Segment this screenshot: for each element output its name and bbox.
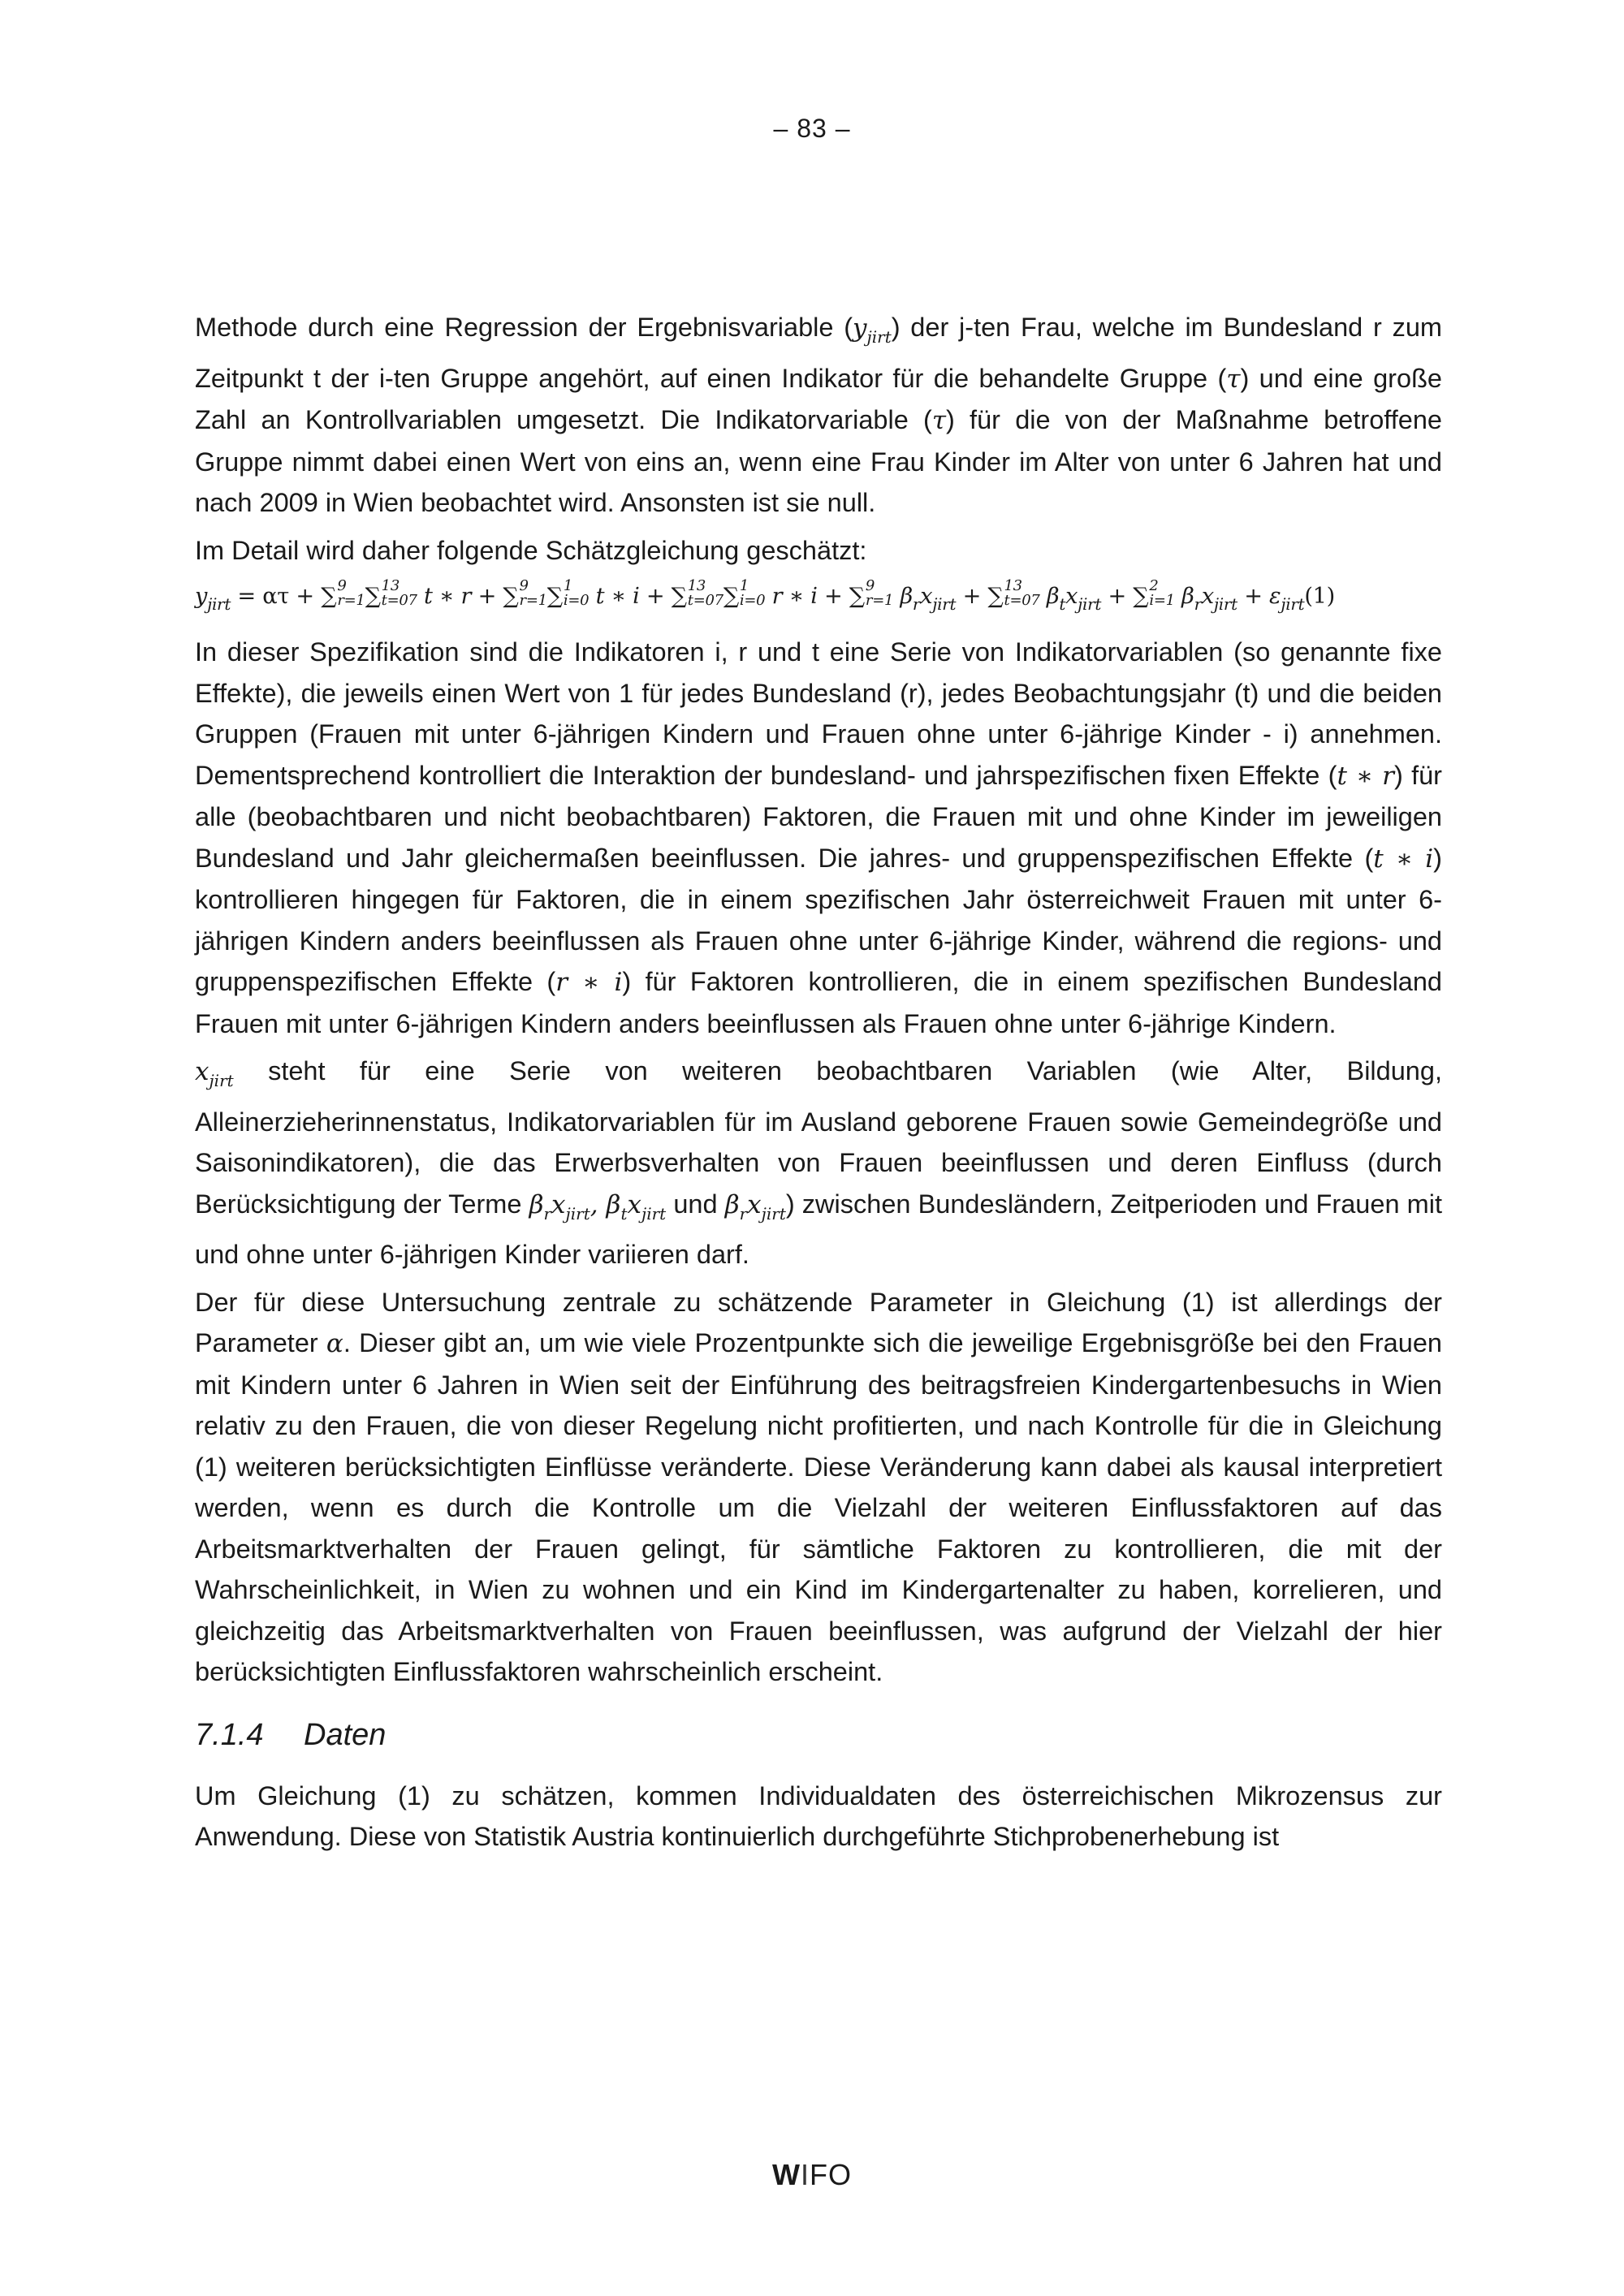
math-subscript: jirt	[209, 1071, 234, 1090]
body-text	[195, 307, 1442, 1864]
text-run: ) der j-ten Frau, welche im Bundesland r zum Zeitpunkt t der i-ten Gruppe angehört, auf einen Indikator für die behandelte Gruppe (	[195, 313, 1442, 393]
text-run: steht für eine Serie von weiteren beobachtbaren Variablen (wie Alter, Bildung, Alleinerzieherinnenstatus, Indikatorvariablen für im Ausland geborene Frauen sowie Gemeindegröße und Saisonindikatoren), die das Erwerbsverhalten von Frauen beeinflussen und deren Einfluss (durch Berücksichtigung der Terme	[195, 1056, 1442, 1219]
math-term	[724, 1189, 786, 1224]
math-subscript: r	[739, 1203, 748, 1224]
math-tau: τ	[931, 406, 946, 435]
sum-symbol: ∑	[503, 584, 519, 609]
text-run: ) kontrollieren hingegen für Faktoren, die in einem spezifischen Jahr österreichweit Frauen mit unter 6-jährigen Kindern anders beeinflussen als Frauen ohne unter 6-jährige Kinder, während die regions- und gruppenspezifischen Effekte (	[195, 843, 1442, 996]
estimation-equation	[195, 574, 1442, 627]
eq-term: r ∗ i +	[765, 584, 849, 609]
eq-x: x	[920, 584, 933, 609]
eq-plus: +	[1237, 584, 1270, 609]
sum-limits	[520, 579, 547, 608]
math-var: x	[627, 1189, 641, 1219]
wifo-logo	[0, 2158, 1624, 2192]
text-run: ) für Faktoren kontrollieren, die in einem spezifischen Bundesland Frauen mit unter 6-jährigen Kindern anders beeinflussen als Frauen ohne unter 6-jährige Kindern.	[195, 967, 1443, 1038]
sum-symbol: ∑	[321, 584, 337, 609]
logo-bar: I	[800, 2158, 810, 2191]
math-var: β	[606, 1189, 621, 1219]
eq-subscript: jirt	[1281, 594, 1305, 614]
sum-lower: t=07	[381, 592, 417, 609]
eq-subscript: r	[912, 594, 921, 614]
sum-upper: 2	[1149, 577, 1159, 594]
math-var: y	[853, 313, 867, 343]
sum-lower: i=1	[1149, 592, 1175, 609]
math-var: β	[724, 1189, 740, 1219]
math-subscript: jirt	[565, 1203, 590, 1224]
text-run: ) für alle (beobachtbaren und nicht beobachtbaren) Faktoren, die Frauen mit und ohne Kinder im jeweiligen Bundesland und Jahr gleichermaßen beeinflussen. Die jahres- und gruppenspezifischen Effekte (	[195, 760, 1442, 873]
sum-lower: t=07	[1004, 592, 1040, 609]
sum-upper: 9	[519, 577, 529, 594]
sum-lower: i=0	[563, 592, 590, 609]
sum-upper: 13	[687, 577, 706, 594]
sum-upper: 1	[563, 577, 573, 594]
math-inline: t ∗ r	[1337, 761, 1394, 791]
math-inline: t ∗ i	[1373, 844, 1434, 874]
sum-limits	[1004, 579, 1040, 608]
sum-limits	[740, 579, 765, 608]
section-number: 7.1.4	[195, 1717, 264, 1752]
sum-lower: r=1	[865, 592, 894, 609]
sum-upper: 1	[739, 577, 749, 594]
text-run: ) zwischen Bundesländern, Zeitperioden und Frauen mit und ohne unter 6-jährigen Kinder variieren darf.	[195, 1189, 1442, 1269]
math-alpha: α	[326, 1329, 343, 1358]
paragraph-method	[195, 307, 1442, 524]
math-tau: τ	[1226, 364, 1241, 394]
math-subscript: jirt	[641, 1203, 667, 1224]
eq-subscript: t	[1059, 594, 1066, 614]
eq-subscript: jirt	[207, 594, 231, 614]
eq-beta: β	[1174, 584, 1194, 609]
sum-limits	[1149, 579, 1174, 608]
sum-symbol: ∑	[849, 584, 865, 609]
text-run: ) und eine große Zahl an Kontrollvariablen umgesetzt. Die Indikatorvariable (	[195, 363, 1443, 434]
sum-symbol: ∑	[546, 584, 563, 609]
eq-plus: +	[956, 584, 988, 609]
sum-upper: 9	[337, 577, 347, 594]
paragraph-intro-equation: Im Detail wird daher folgende Schätzgleichung geschätzt:	[195, 535, 867, 565]
eq-plus: +	[1101, 584, 1134, 609]
eq-term: t ∗ r +	[417, 584, 503, 609]
sum-lower: i=0	[739, 592, 766, 609]
sum-upper: 13	[381, 577, 400, 594]
math-var: β	[529, 1189, 544, 1219]
sum-lower: t=07	[687, 592, 723, 609]
eq-term: = ατ +	[231, 584, 322, 609]
eq-epsilon: ε	[1269, 584, 1281, 609]
math-var: x	[551, 1189, 566, 1219]
eq-term: t ∗ i +	[589, 584, 672, 609]
page-number: – 83 –	[773, 114, 851, 143]
sum-symbol: ∑	[671, 584, 687, 609]
sum-upper: 9	[865, 577, 875, 594]
sum-limits	[688, 579, 723, 608]
paragraph-specification	[195, 632, 1442, 1044]
sum-limits	[564, 579, 589, 608]
eq-beta: β	[1039, 584, 1060, 609]
eq-subscript: r	[1194, 594, 1202, 614]
math-term	[529, 1189, 667, 1224]
paragraph-parameter	[195, 1282, 1442, 1693]
eq-lhs: y	[195, 584, 208, 609]
sum-lower: r=1	[519, 592, 547, 609]
sum-symbol: ∑	[1133, 584, 1149, 609]
text-run: Methode durch eine Regression der Ergebnisvariable (	[195, 313, 853, 342]
paragraph-covariates	[195, 1051, 1442, 1275]
eq-x: x	[1201, 584, 1214, 609]
math-subscript: jirt	[761, 1203, 786, 1224]
sum-upper: 13	[1004, 577, 1022, 594]
math-sep: ,	[590, 1189, 607, 1219]
sum-symbol: ∑	[723, 584, 739, 609]
section-heading	[195, 1712, 1442, 1758]
math-subscript: jirt	[866, 327, 892, 347]
section-title: Daten	[304, 1717, 387, 1752]
eq-subscript: jirt	[1078, 594, 1102, 614]
math-y	[853, 313, 892, 347]
sum-limits	[382, 579, 417, 608]
text-run: ) für die von der Maßnahme betroffene Gruppe nimmt dabei einen Wert von eins an, wenn eine Frau Kinder im Alter von unter 6 Jahren hat und nach 2009 in Wien beobachtet wird. Ansonsten ist sie null.	[195, 405, 1442, 517]
paragraph-data: Um Gleichung (1) zu schätzen, kommen Individualdaten des österreichischen Mikrozensus zur Anwendung. Diese von Statistik Austria kontinuierlich durchgeführte Stichprobenerhebung ist	[195, 1780, 1442, 1851]
sum-lower: r=1	[337, 592, 365, 609]
sum-symbol: ∑	[365, 584, 381, 609]
eq-subscript: jirt	[932, 594, 957, 614]
logo-letter: W	[772, 2158, 801, 2191]
math-inline: r ∗ i	[555, 968, 623, 997]
eq-beta: β	[893, 584, 913, 609]
math-var: x	[195, 1057, 209, 1086]
math-var: x	[747, 1189, 762, 1219]
text-run: und	[666, 1189, 725, 1219]
text-run: Der für diese Untersuchung zentrale zu schätzende Parameter in Gleichung (1) ist allerdings der Parameter	[195, 1287, 1442, 1357]
math-subscript: t	[620, 1203, 628, 1224]
math-subscript: r	[543, 1203, 552, 1224]
eq-subscript: jirt	[1213, 594, 1237, 614]
text-run: In dieser Spezifikation sind die Indikatoren i, r und t eine Serie von Indikatorvariablen (so genannte fixe Effekte), die jeweils einen Wert von 1 für jedes Bundesland (r), jedes Beobachtungsjahr (t) und die beiden Gruppen (Frauen mit unter 6-jährigen Kindern und Frauen ohne unter 6-jährige Kinder - i) annehmen. Dementsprechend kontrolliert die Interaktion der bundesland- und jahrspezifischen fixen Effekte (	[195, 637, 1442, 790]
logo-letters: FO	[810, 2158, 852, 2191]
text-run: . Dieser gibt an, um wie viele Prozentpunkte sich die jeweilige Ergebnisgröße bei den Frauen mit Kindern unter 6 Jahren in Wien seit der Einführung des beitragsfreien Kindergartenbesuchs in Wien relativ zu den Frauen, die von dieser Regelung nicht profitierten, und nach Kontrolle für die in Gleichung (1) weiteren berücksichtigten Einflüsse veränderte. Diese Veränderung kann dabei als kausal interpretiert werden, wenn es durch die Kontrolle um die Vielzahl der weiteren Einflussfaktoren auf das Arbeitsmarktverhalten der Frauen gelingt, für sämtliche Faktoren zu kontrollieren, die mit der Wahrscheinlichkeit, in Wien zu wohnen und ein Kind im Kindergartenalter zu haben, korrelieren, und gleichzeitig das Arbeitsmarktverhalten von Frauen beeinflussen, was aufgrund der Vielzahl der hier berücksichtigten Einflussfaktoren wahrscheinlich erscheint.	[195, 1328, 1442, 1686]
sum-limits	[337, 579, 365, 608]
sum-limits	[866, 579, 893, 608]
equation-label: (1)	[1304, 584, 1335, 609]
eq-x: x	[1065, 584, 1078, 609]
math-x	[195, 1057, 234, 1090]
sum-symbol: ∑	[987, 584, 1004, 609]
